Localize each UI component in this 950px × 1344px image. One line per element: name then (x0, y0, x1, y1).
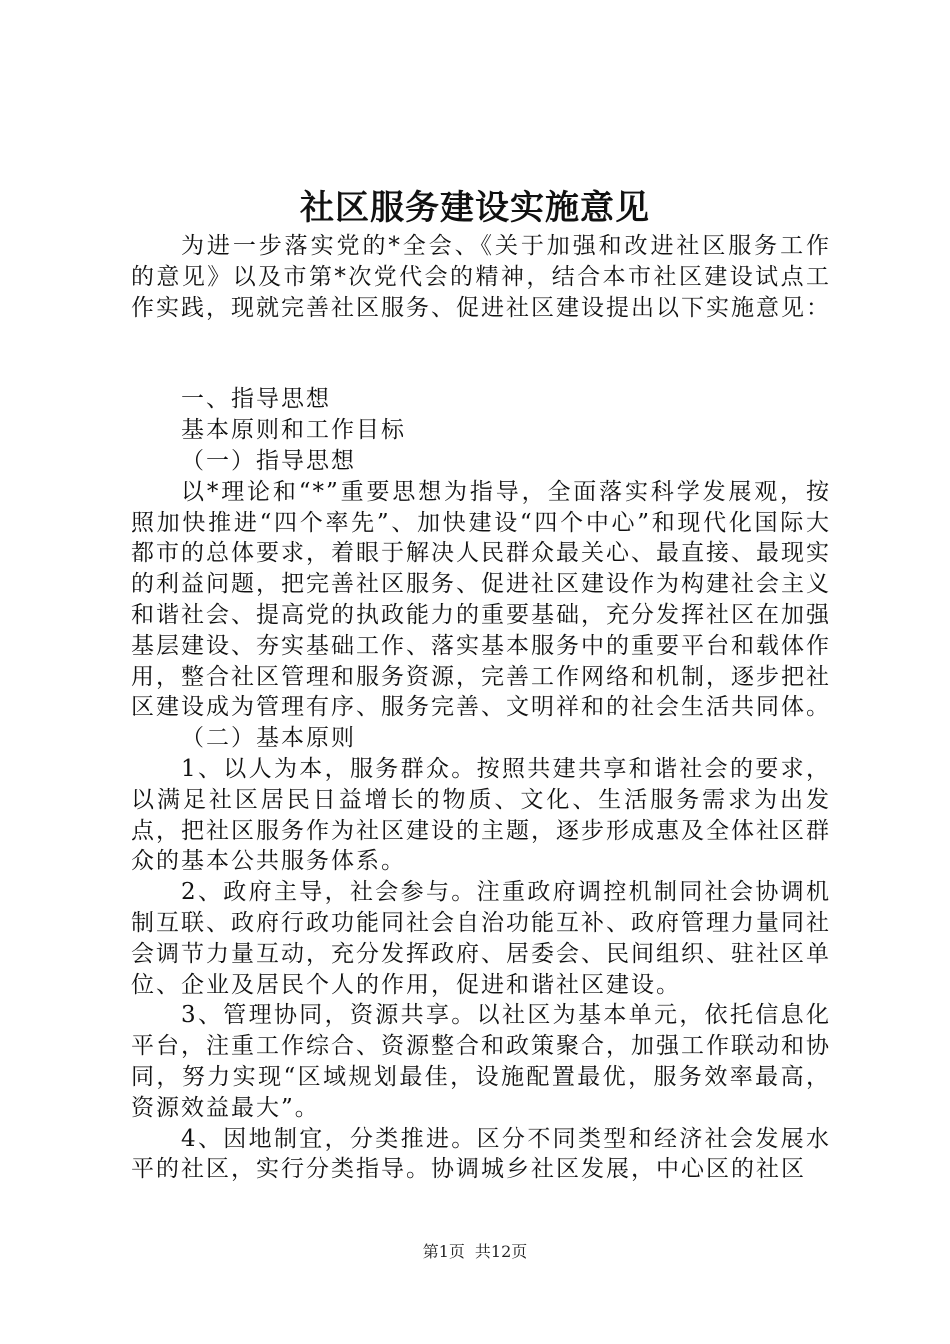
paragraph-spacer (131, 323, 831, 384)
page-number: 第1页 (422, 1242, 465, 1261)
intro-paragraph: 为进一步落实党的*全会、《关于加强和改进社区服务工作的意见》以及市第*次党代会的精神，结合本市社区建设试点工作实践，现就完善社区服务、促进社区建设提出以下实施意见： (131, 233, 831, 321)
document-title: 社区服务建设实施意见 (300, 188, 650, 228)
section-heading-1: 一、指导思想 (181, 386, 331, 413)
principle-paragraph-3: 3、管理协同，资源共享。以社区为基本单元，依托信息化平台，注重工作综合、资源整合和政策聚合，加强工作联动和协同，努力实现“区域规划最佳，设施配置最优，服务效率最高，资源效益最大”。 (131, 1002, 831, 1121)
principle-paragraph-1: 1、以人为本，服务群众。按照共建共享和谐社会的要求，以满足社区居民日益增长的物质、文化、生活服务需求为出发点，把社区服务作为社区建设的主题，逐步形成惠及全体社区群众的基本公共服务体系。 (131, 755, 831, 875)
page-footer (0, 1242, 950, 1262)
page-total: 共12页 (474, 1242, 528, 1261)
subsection-heading-guiding: （一）指导思想 (181, 447, 356, 474)
section-subheading: 基本原则和工作目标 (181, 417, 406, 444)
document-body (131, 231, 831, 1185)
principle-paragraph-4: 4、因地制宜，分类推进。区分不同类型和经济社会发展水平的社区，实行分类指导。协调城乡社区发展，中心区的社区 (131, 1125, 831, 1183)
guiding-paragraph: 以*理论和“*”重要思想为指导，全面落实科学发展观，按照加快推进“四个率先”、加快建设“四个中心”和现代化国际大都市的总体要求，着眼于解决人民群众最关心、最直接、最现实的利益问题，把完善社区服务、促进社区建设作为构建社会主义和谐社会、提高党的执政能力的重要基础，充分发挥社区在加强基层建设、夯实基础工作、落实基本服务中的重要平台和载体作用，整合社区管理和服务资源，完善工作网络和机制，逐步把社区建设成为管理有序、服务完善、文明祥和的社会生活共同体。 (131, 478, 831, 721)
subsection-heading-principles: （二）基本原则 (181, 725, 356, 752)
principle-paragraph-2: 2、政府主导，社会参与。注重政府调控机制同社会协调机制互联、政府行政功能同社会自治功能互补、政府管理力量同社会调节力量互动，充分发挥政府、居委会、民间组织、驻社区单位、企业及居民个人的作用，促进和谐社区建设。 (131, 879, 831, 998)
